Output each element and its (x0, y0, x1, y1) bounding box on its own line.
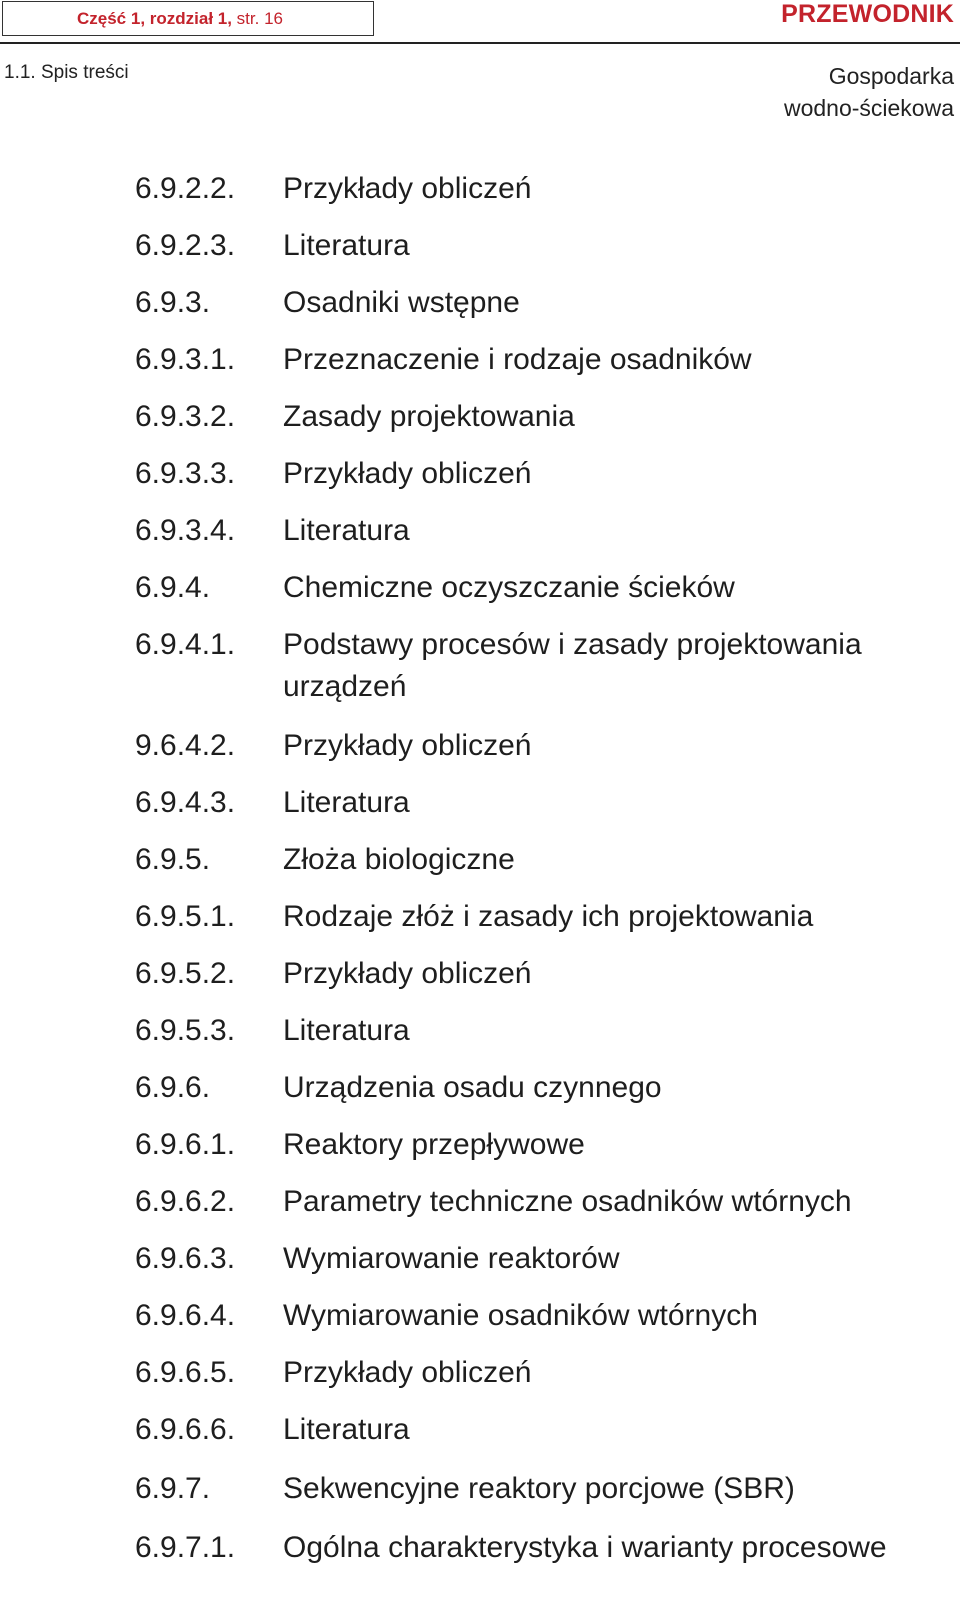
chapter-reference-label: Część 1, rozdział 1, (77, 9, 232, 28)
toc-entry-number: 9.6.4.2. (135, 729, 236, 762)
toc-entry-number: 6.9.6. (135, 1071, 211, 1104)
guide-title: PRZEWODNIK (781, 0, 954, 28)
subject-title-line-2: wodno-ściekowa (783, 95, 954, 121)
chapter-reference-box (2, 1, 374, 36)
toc-entry-title: Literatura (283, 1413, 410, 1446)
toc-entry-title: Podstawy procesów i zasady projektowania urządzeń (283, 628, 862, 703)
toc-entry-number: 6.9.4.3. (135, 786, 236, 819)
toc-entry-number: 6.9.7. (135, 1472, 211, 1505)
toc-entry-title: Sekwencyjne reaktory porcjowe (SBR) (283, 1472, 795, 1505)
toc-entry-title: Ogólna charakterystyka i warianty procesowe (283, 1531, 887, 1564)
toc-entry-title: Zasady projektowania (283, 400, 575, 433)
toc-entry-number: 6.9.5.2. (135, 957, 236, 990)
toc-entry-title: Przykłady obliczeń (283, 729, 532, 762)
toc-entry-title: Przykłady obliczeń (283, 457, 532, 490)
toc-entry-title: Rodzaje złóż i zasady ich projektowania (283, 900, 814, 933)
toc-entry-number: 6.9.6.1. (135, 1128, 236, 1161)
toc-entry-number: 6.9.5.3. (135, 1014, 236, 1047)
toc-entry-title: Złoża biologiczne (283, 843, 515, 876)
toc-entry-title: Przykłady obliczeń (283, 172, 532, 205)
subject-title-line-1: Gospodarka (828, 63, 954, 89)
toc-entry-number: 6.9.3.3. (135, 457, 236, 490)
toc-entry-number: 6.9.4.1. (135, 628, 236, 661)
toc-entry-title: Przykłady obliczeń (283, 957, 532, 990)
toc-entry-number: 6.9.2.2. (135, 172, 236, 205)
toc-entry-title: Parametry techniczne osadników wtórnych (283, 1185, 852, 1218)
toc-entry-number: 6.9.5.1. (135, 900, 236, 933)
page-reference-label: str. 16 (231, 9, 283, 28)
toc-entry-number: 6.9.6.4. (135, 1299, 236, 1332)
toc-entry-number: 6.9.6.6. (135, 1413, 236, 1446)
toc-entry-title: Literatura (283, 786, 410, 819)
toc-entry-number: 6.9.6.5. (135, 1356, 236, 1389)
toc-entry-title: Literatura (283, 229, 410, 262)
toc-entry-number: 6.9.3.1. (135, 343, 236, 376)
toc-entry-number: 6.9.4. (135, 571, 211, 604)
toc-entry-number: 6.9.2.3. (135, 229, 236, 262)
subject-title (784, 60, 954, 124)
toc-entry-title: Osadniki wstępne (283, 286, 520, 319)
toc-entry-title: Literatura (283, 514, 410, 547)
toc-entry-number: 6.9.3.2. (135, 400, 236, 433)
toc-entry-number: 6.9.3.4. (135, 514, 236, 547)
toc-entry-number: 6.9.3. (135, 286, 211, 319)
section-label: 1.1. Spis treści (4, 62, 129, 83)
toc-entry-number: 6.9.6.2. (135, 1185, 236, 1218)
toc-entry-number: 6.9.6.3. (135, 1242, 236, 1275)
header-divider (0, 42, 960, 44)
toc-entry-title: Wymiarowanie osadników wtórnych (283, 1299, 758, 1332)
toc-entry-title: Przykłady obliczeń (283, 1356, 532, 1389)
toc-entry-title: Chemiczne oczyszczanie ścieków (283, 571, 735, 604)
toc-entry-number: 6.9.7.1. (135, 1531, 236, 1564)
toc-entry-title: Wymiarowanie reaktorów (283, 1242, 620, 1275)
toc-entry-title: Urządzenia osadu czynnego (283, 1071, 662, 1104)
toc-entry-title: Przeznaczenie i rodzaje osadników (283, 343, 752, 376)
toc-entry-title: Literatura (283, 1014, 410, 1047)
toc-entry-number: 6.9.5. (135, 843, 211, 876)
toc-entry-title: Reaktory przepływowe (283, 1128, 585, 1161)
